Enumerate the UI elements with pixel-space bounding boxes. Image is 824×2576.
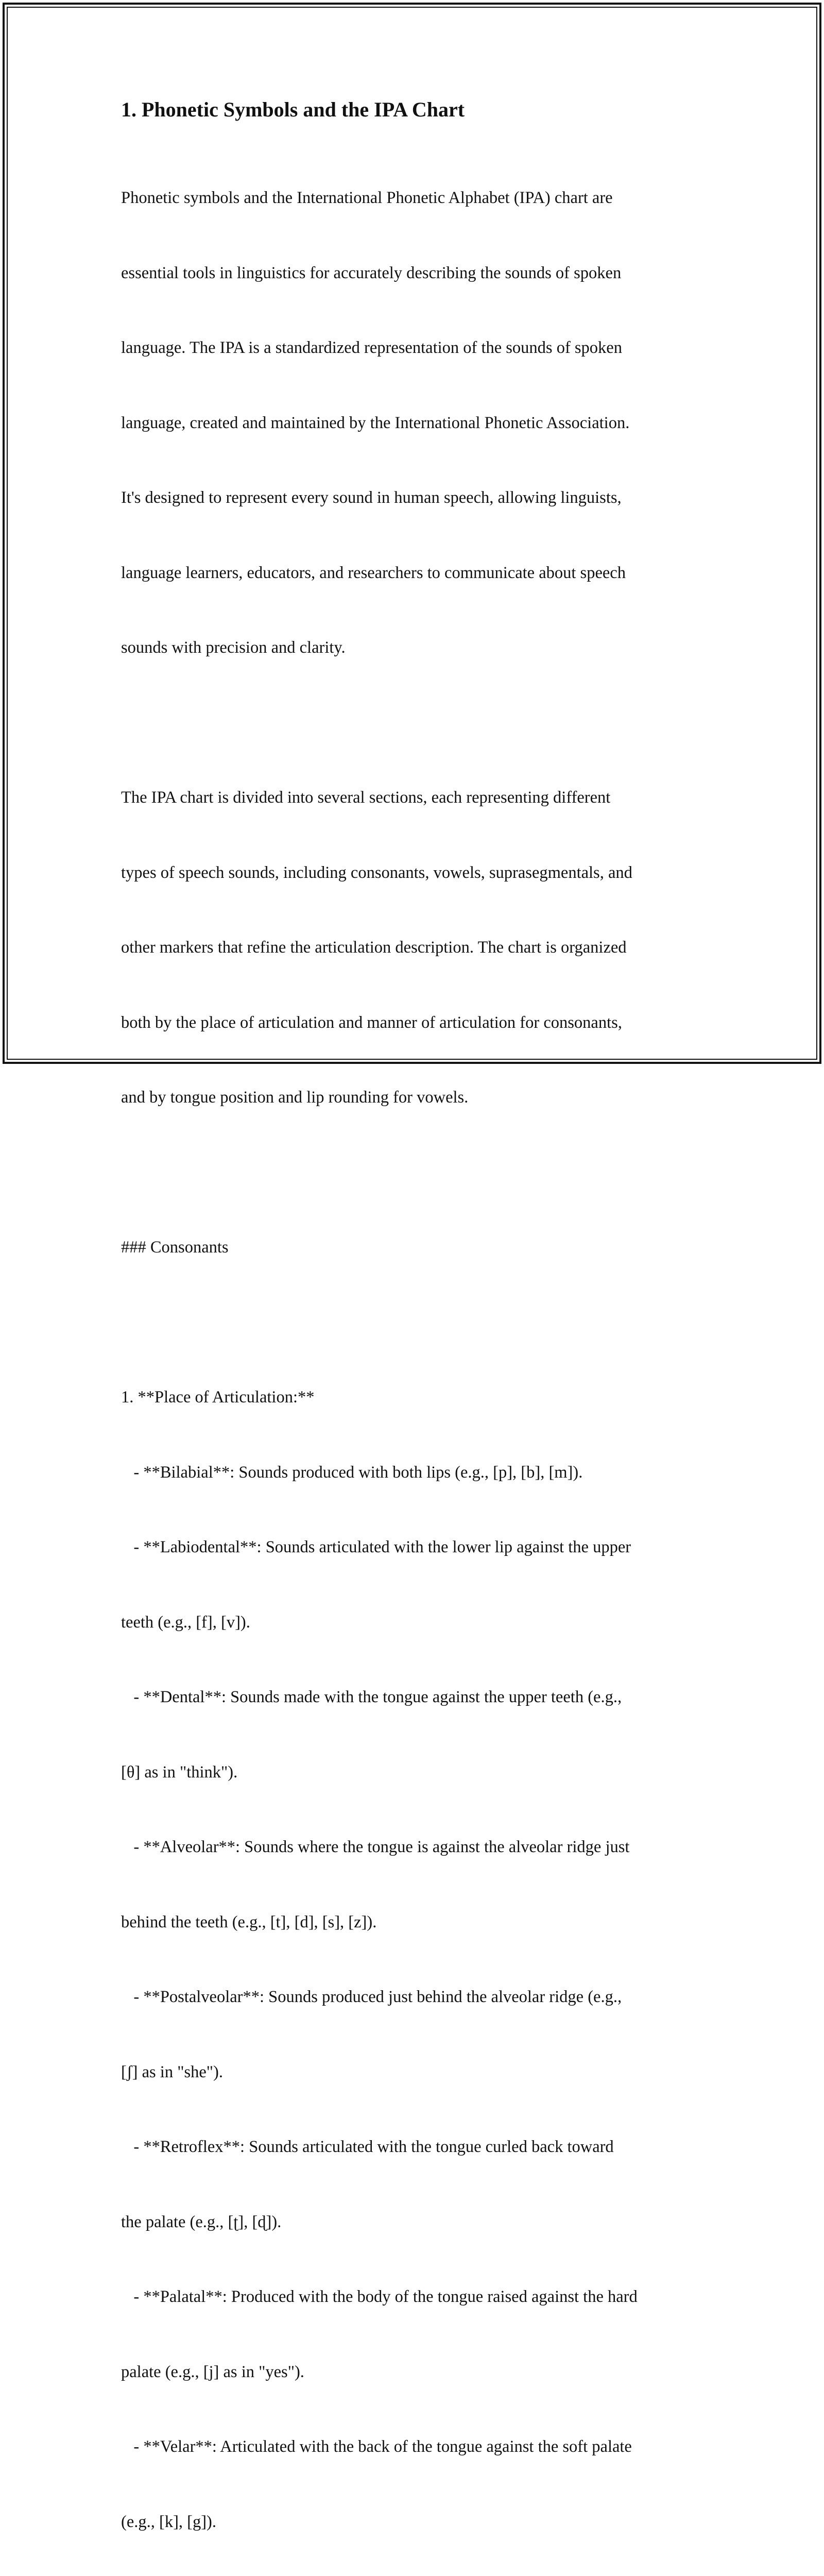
paragraph-line: The IPA chart is divided into several sections, each representing different [121, 788, 611, 807]
paragraph-line: language, created and maintained by the International Phonetic Association. [121, 413, 630, 432]
document-heading: 1. Phonetic Symbols and the IPA Chart [121, 98, 465, 121]
list-item: (e.g., [k], [g]). [121, 2512, 216, 2531]
paragraph-ipa-intro [121, 135, 713, 710]
paragraph-line: essential tools in linguistics for accurately describing the sounds of spoken [121, 263, 622, 282]
paragraph-gap [121, 710, 713, 736]
list-item: - **Alveolar**: Sounds where the tongue is against the alveolar ridge just [121, 1838, 630, 1856]
list-item: - **Velar**: Articulated with the back of the tongue against the soft palate [121, 2437, 632, 2456]
paragraph-line: language learners, educators, and researchers to communicate about speech [121, 563, 626, 582]
paragraph-line: language. The IPA is a standardized representation of the sounds of spoken [121, 338, 622, 357]
list-item: [ʃ] as in "she"). [121, 2062, 223, 2081]
paragraph-line: It's designed to represent every sound in human speech, allowing linguists, [121, 488, 622, 507]
list-item: - **Bilabial**: Sounds produced with both lips (e.g., [p], [b], [m]). [121, 1463, 583, 1482]
list-item: - **Palatal**: Produced with the body of the tongue raised against the hard [121, 2287, 638, 2306]
paragraph-line: sounds with precision and clarity. [121, 638, 346, 657]
list-item: behind the teeth (e.g., [t], [d], [s], [z]). [121, 1912, 377, 1931]
list-item: - **Dental**: Sounds made with the tongue against the upper teeth (e.g., [121, 1688, 622, 1706]
paragraph-line: other markers that refine the articulation description. The chart is organized [121, 938, 627, 957]
list-item: - **Labiodental**: Sounds articulated with the lower lip against the upper [121, 1538, 631, 1556]
list-item: palate (e.g., [j] as in "yes"). [121, 2362, 304, 2381]
list-item: 1. **Place of Articulation:** [121, 1388, 315, 1406]
list-item: [θ] as in "think"). [121, 1762, 238, 1782]
list-item: the palate (e.g., [ʈ], [ɖ]). [121, 2212, 282, 2231]
paragraph-line: and by tongue position and lip rounding for vowels. [121, 1088, 469, 1107]
section-heading-consonants [121, 1185, 713, 1310]
list-item: - **Retroflex**: Sounds articulated with the tongue curled back toward [121, 2138, 614, 2156]
list-item: teeth (e.g., [f], [v]). [121, 1613, 250, 1632]
paragraph-ipa-chart-sections [121, 735, 713, 1160]
paragraph-gap [121, 1160, 713, 1185]
document-body [121, 95, 713, 2576]
section-heading-text: ### Consonants [121, 1238, 229, 1257]
paragraph-line: Phonetic symbols and the International Phonetic Alphabet (IPA) chart are [121, 189, 613, 207]
list-item: - **Postalveolar**: Sounds produced just behind the alveolar ridge (e.g., [121, 1988, 622, 2006]
paragraph-line: both by the place of articulation and manner of articulation for consonants, [121, 1013, 622, 1032]
paragraph-gap [121, 1310, 713, 1335]
place-of-articulation-list [121, 1335, 713, 2576]
paragraph-line: types of speech sounds, including consonants, vowels, suprasegmentals, and [121, 863, 632, 882]
